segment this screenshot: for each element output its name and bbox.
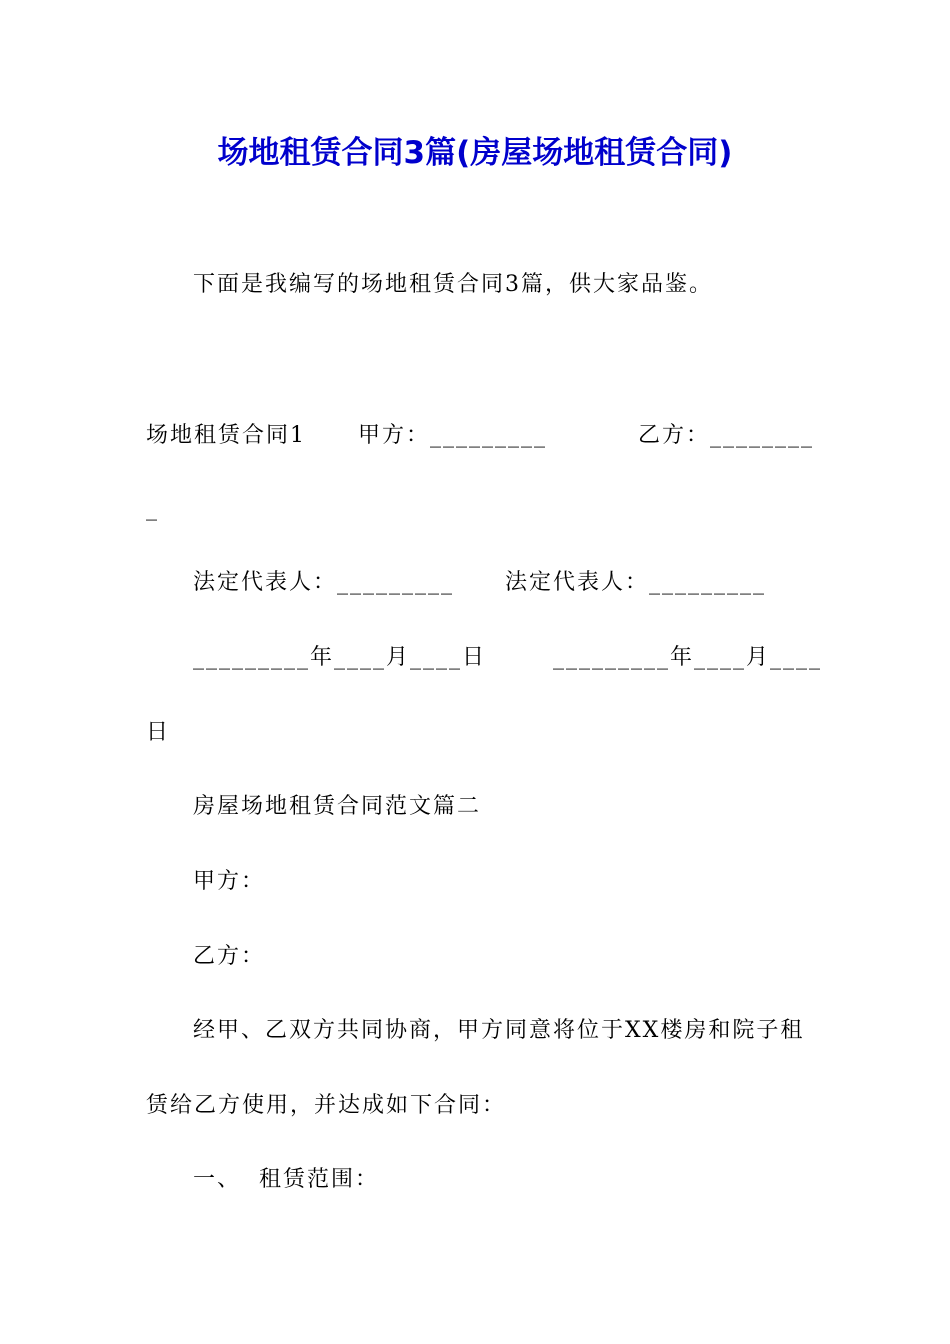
- document-title: 场地租赁合同3篇(房屋场地租赁合同): [217, 135, 733, 171]
- contract2-section1: 一、 租赁范围：: [193, 1167, 379, 1192]
- contract2-party-a: 甲方：: [193, 869, 266, 894]
- contract1-party-b-wrap: _: [146, 496, 159, 521]
- intro-paragraph: 下面是我编写的场地租赁合同3篇，供大家品鉴。: [193, 272, 713, 297]
- contract2-body-line2: 赁给乙方使用，并达成如下合同：: [146, 1093, 507, 1118]
- contract2-party-b: 乙方：: [193, 944, 266, 969]
- contract1-party-a: 甲方：_________: [358, 423, 548, 448]
- contract1-heading: 场地租赁合同1: [146, 423, 306, 448]
- contract1-party-b: 乙方：________: [638, 423, 815, 448]
- contract1-date-b: _________年____月____: [553, 645, 823, 670]
- contract2-body-line1: 经甲、乙双方共同协商，甲方同意将位于XX楼房和院子租: [193, 1018, 805, 1043]
- contract1-rep-a: 法定代表人：_________: [193, 570, 455, 595]
- contract1-date-b-wrap: 日: [146, 720, 171, 745]
- contract2-heading: 房屋场地租赁合同范文篇二: [193, 794, 482, 819]
- contract1-rep-b: 法定代表人：_________: [505, 570, 767, 595]
- contract1-date-a: _________年____月____日: [193, 645, 487, 670]
